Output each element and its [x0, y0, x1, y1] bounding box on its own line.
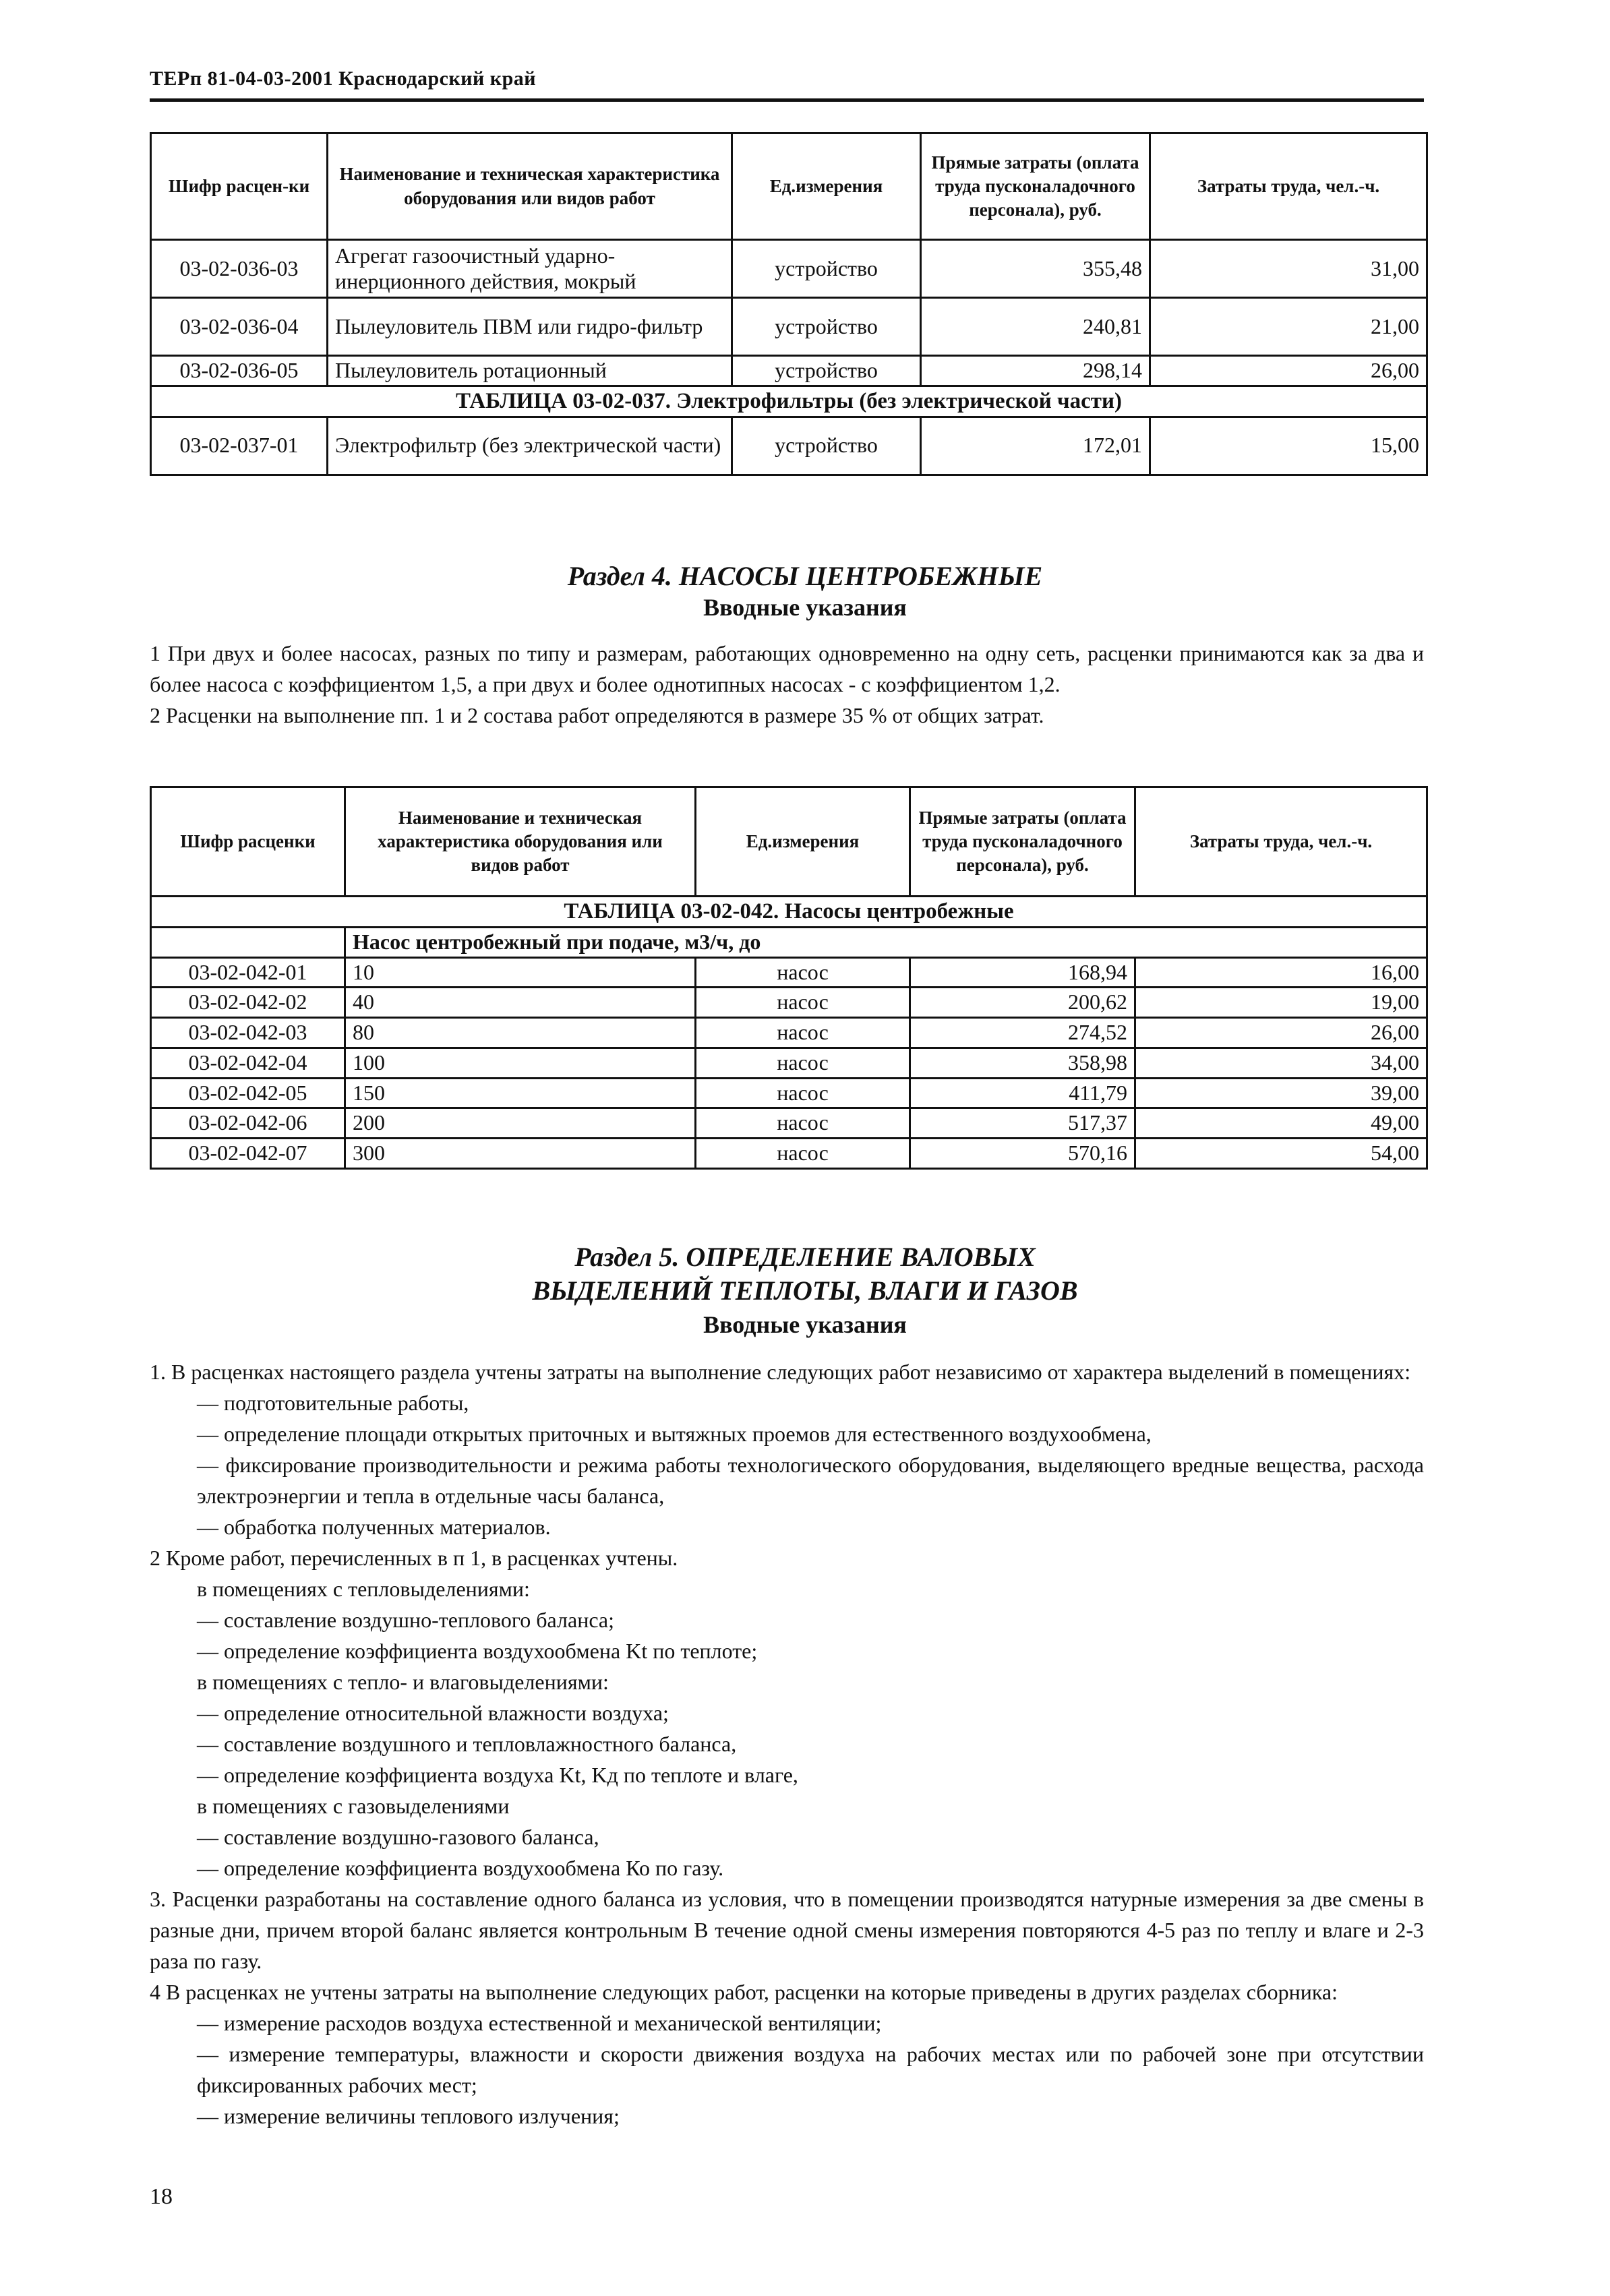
rate-unit: устройство	[732, 298, 921, 356]
list-item: — измерение расходов воздуха естественной и механической вентиляции;	[197, 2011, 882, 2035]
section-5-subtitle: Вводные указания	[703, 1311, 907, 1338]
rate-name: Электрофильтр (без электрической части)	[328, 417, 732, 475]
col-header-unit: Ед.измерения	[732, 133, 921, 240]
rates-table-2	[150, 786, 1428, 1170]
col-header-code: Шифр расценки	[151, 787, 345, 897]
col-header-name: Наименование и техническая характеристика оборудования или видов работ	[328, 133, 732, 240]
paragraph: 4 В расценках не учтены затраты на выполнение следующих работ, расценки на которые приведены в других разделах сборника:	[150, 1980, 1338, 2004]
col-header-unit: Ед.измерения	[696, 787, 910, 897]
col-header-code: Шифр расцен-ки	[151, 133, 328, 240]
rate-labor: 15,00	[1150, 417, 1427, 475]
rate-code: 03-02-042-02	[151, 988, 345, 1018]
rate-unit: насос	[696, 1048, 910, 1078]
table-row	[151, 988, 1427, 1018]
rate-unit: насос	[696, 1018, 910, 1048]
section-4-title: Раздел 4. НАСОСЫ ЦЕНТРОБЕЖНЫЕ	[567, 561, 1043, 591]
rate-labor: 34,00	[1135, 1048, 1427, 1078]
rate-unit: насос	[696, 1139, 910, 1169]
rate-code: 03-02-042-05	[151, 1078, 345, 1108]
paragraph: 3. Расценки разработаны на составление одного баланса из условия, что в помещении производятся натурные измерения за две смены в разные дни, причем второй баланс является контрольным В течение одной смены измерения повторяются 4-5 раз по теплу и влаге и 2-3 раза по газу.	[150, 1887, 1424, 1973]
table-row	[151, 1018, 1427, 1048]
col-header-cost: Прямые затраты (оплата труда пусконаладочного персонала), руб.	[910, 787, 1135, 897]
rate-name: 80	[345, 1018, 696, 1048]
list-item: — определение коэффициента воздухообмена Kt по теплоте;	[197, 1639, 758, 1663]
section-4-text	[150, 638, 1424, 731]
rate-unit: устройство	[732, 417, 921, 475]
col-header-labor: Затраты труда, чел.-ч.	[1150, 133, 1427, 240]
rate-name: 150	[345, 1078, 696, 1108]
list-item: — измерение температуры, влажности и скорости движения воздуха на рабочих местах или по рабочей зоне при отсутствии фиксированных рабочих мест;	[197, 2042, 1424, 2097]
list-item: — определение коэффициента воздуха Kt, Kд по теплоте и влаге,	[197, 1763, 798, 1787]
rate-cost: 168,94	[910, 957, 1135, 988]
subheading-line: в помещениях с тепло- и влаговыделениями:	[197, 1670, 609, 1694]
rate-code: 03-02-042-07	[151, 1139, 345, 1169]
page-number: 18	[150, 2184, 173, 2209]
list-item: — составление воздушно-теплового баланса;	[197, 1608, 614, 1632]
rate-unit: насос	[696, 957, 910, 988]
list-item: — измерение величины теплового излучения;	[197, 2104, 620, 2128]
rate-unit: устройство	[732, 356, 921, 386]
table-row	[151, 957, 1427, 988]
running-head: ТЕРп 81-04-03-2001 Краснодарский край	[150, 67, 537, 90]
subtable-title-row	[151, 386, 1427, 417]
list-item: — фиксирование производительности и режима работы технологического оборудования, выделяющего вредные вещества, расхода электроэнергии и тепла в отдельные часы баланса,	[197, 1453, 1424, 1508]
paragraph: 2 Расценки на выполнение пп. 1 и 2 состава работ определяются в размере 35 % от общих затрат.	[150, 703, 1044, 727]
table-title: ТАБЛИЦА 03-02-042. Насосы центробежные	[151, 897, 1427, 928]
rate-labor: 31,00	[1150, 240, 1427, 298]
rate-unit: устройство	[732, 240, 921, 298]
paragraph: 1. В расценках настоящего раздела учтены затраты на выполнение следующих работ независимо от характера выделений в помещениях:	[150, 1360, 1411, 1384]
list-item: — обработка полученных материалов.	[197, 1515, 551, 1539]
section-4-subtitle: Вводные указания	[703, 594, 907, 621]
list-item: — подготовительные работы,	[197, 1391, 469, 1415]
rate-name: 200	[345, 1108, 696, 1139]
rate-cost: 172,01	[921, 417, 1150, 475]
list-item: — определение коэффициента воздухообмена Ко по газу.	[197, 1856, 724, 1880]
section-5-title-line-1: Раздел 5. ОПРЕДЕЛЕНИЕ ВАЛОВЫХ	[574, 1242, 1036, 1272]
table-header-row	[151, 787, 1427, 897]
rate-code: 03-02-036-04	[151, 298, 328, 356]
subheading-line: в помещениях с газовыделениями	[197, 1794, 510, 1818]
table-row	[151, 1108, 1427, 1139]
rate-unit: насос	[696, 988, 910, 1018]
table-row	[151, 1139, 1427, 1169]
group-label: Насос центробежный при подаче, м3/ч, до	[345, 927, 1427, 957]
header-rule	[150, 98, 1424, 102]
group-row	[151, 927, 1427, 957]
rate-name: Агрегат газоочистный ударно-инерционного действия, мокрый	[328, 240, 732, 298]
list-item: — составление воздушного и тепловлажностного баланса,	[197, 1732, 737, 1756]
rate-name: 40	[345, 988, 696, 1018]
table-header-row	[151, 133, 1427, 240]
table-row	[151, 417, 1427, 475]
rate-cost: 274,52	[910, 1018, 1135, 1048]
rate-cost: 240,81	[921, 298, 1150, 356]
rate-code: 03-02-037-01	[151, 417, 328, 475]
list-item: — определение площади открытых приточных и вытяжных проемов для естественного воздухообмена,	[197, 1422, 1152, 1446]
empty-cell	[151, 927, 345, 957]
rate-code: 03-02-036-03	[151, 240, 328, 298]
rate-labor: 26,00	[1135, 1018, 1427, 1048]
rate-labor: 39,00	[1135, 1078, 1427, 1108]
list-item: — составление воздушно-газового баланса,	[197, 1825, 599, 1849]
rate-labor: 19,00	[1135, 988, 1427, 1018]
subheading-line: в помещениях с тепловыделениями:	[197, 1577, 530, 1601]
list-item: — определение относительной влажности воздуха;	[197, 1701, 669, 1725]
rate-unit: насос	[696, 1108, 910, 1139]
rate-code: 03-02-042-06	[151, 1108, 345, 1139]
rate-cost: 298,14	[921, 356, 1150, 386]
rate-cost: 355,48	[921, 240, 1150, 298]
rate-name: 10	[345, 957, 696, 988]
rate-code: 03-02-042-01	[151, 957, 345, 988]
rate-unit: насос	[696, 1078, 910, 1108]
col-header-name: Наименование и техническая характеристика оборудования или видов работ	[345, 787, 696, 897]
rate-name: Пылеуловитель ротационный	[328, 356, 732, 386]
paragraph: 2 Кроме работ, перечисленных в п 1, в расценках учтены.	[150, 1546, 678, 1570]
rate-cost: 200,62	[910, 988, 1135, 1018]
rate-name: Пылеуловитель ПВМ или гидро-фильтр	[328, 298, 732, 356]
rate-cost: 358,98	[910, 1048, 1135, 1078]
rate-code: 03-02-036-05	[151, 356, 328, 386]
section-5-title-line-2: ВЫДЕЛЕНИЙ ТЕПЛОТЫ, ВЛАГИ И ГАЗОВ	[532, 1275, 1078, 1306]
table-row	[151, 356, 1427, 386]
table-row	[151, 298, 1427, 356]
rate-cost: 570,16	[910, 1139, 1135, 1169]
rates-table-1	[150, 132, 1428, 476]
table-row	[151, 1048, 1427, 1078]
rate-code: 03-02-042-03	[151, 1018, 345, 1048]
rate-cost: 517,37	[910, 1108, 1135, 1139]
rate-labor: 26,00	[1150, 356, 1427, 386]
subtable-title: ТАБЛИЦА 03-02-037. Электрофильтры (без электрической части)	[151, 386, 1427, 417]
rate-name: 100	[345, 1048, 696, 1078]
col-header-labor: Затраты труда, чел.-ч.	[1135, 787, 1427, 897]
rate-labor: 49,00	[1135, 1108, 1427, 1139]
rate-labor: 16,00	[1135, 957, 1427, 988]
rate-cost: 411,79	[910, 1078, 1135, 1108]
rate-code: 03-02-042-04	[151, 1048, 345, 1078]
rate-labor: 54,00	[1135, 1139, 1427, 1169]
col-header-cost: Прямые затраты (оплата труда пусконаладочного персонала), руб.	[921, 133, 1150, 240]
rate-labor: 21,00	[1150, 298, 1427, 356]
table-row	[151, 1078, 1427, 1108]
section-5-text	[150, 1356, 1424, 2132]
section-5-title	[0, 1240, 1610, 1308]
table-title-row	[151, 897, 1427, 928]
paragraph: 1 При двух и более насосах, разных по типу и размерам, работающих одновременно на одну сеть, расценки принимаются как за два и более насоса с коэффициентом 1,5, а при двух и более однотипных насосах - с коэффициентом 1,2.	[150, 641, 1424, 696]
table-row	[151, 240, 1427, 298]
rate-name: 300	[345, 1139, 696, 1169]
